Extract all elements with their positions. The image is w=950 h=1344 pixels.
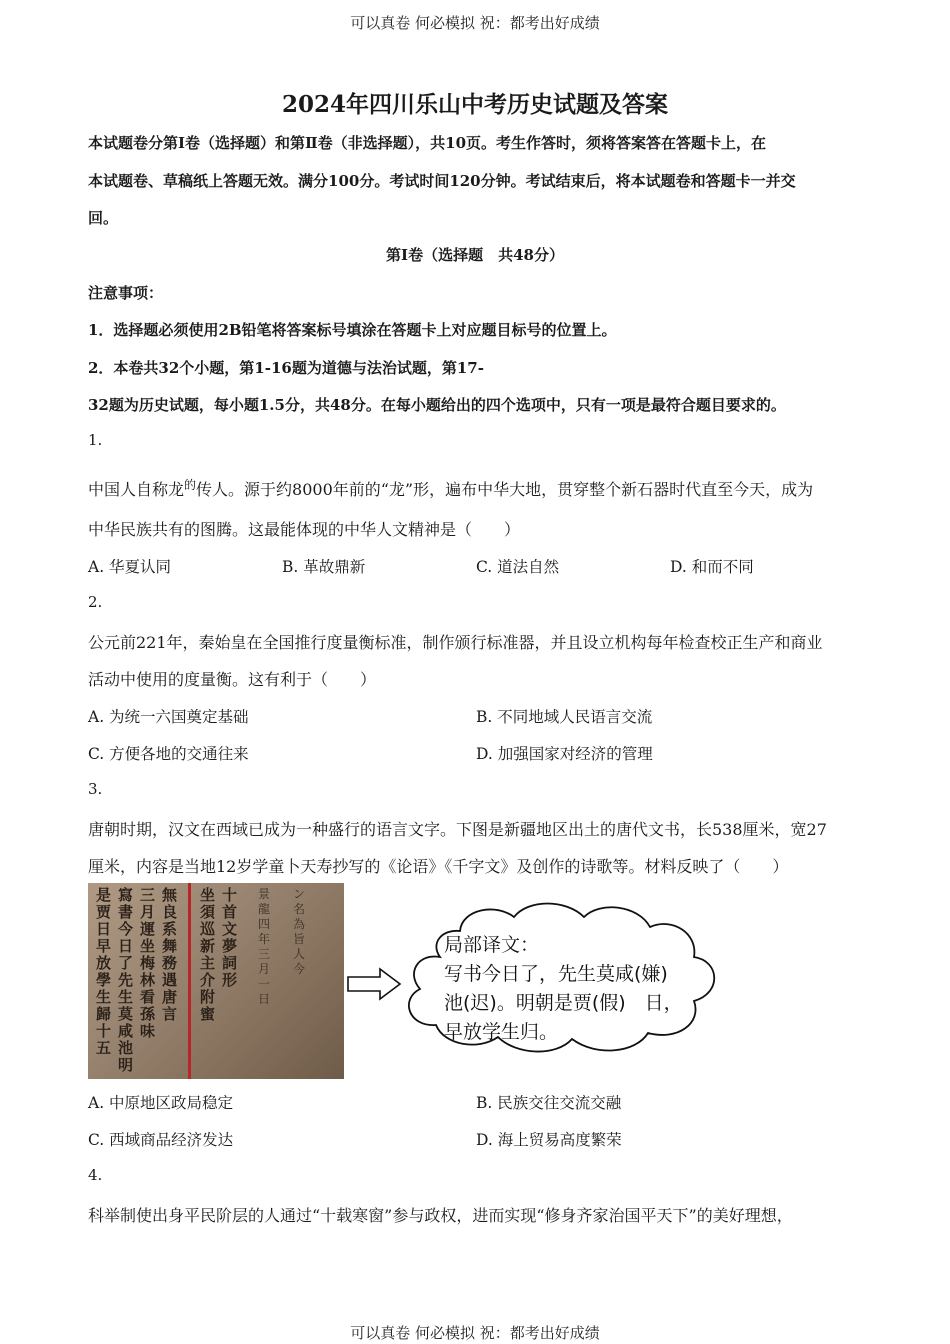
section-title: 第Ⅰ卷（选择题 共48分）: [386, 246, 564, 264]
translation-line: 局部译文：: [444, 934, 540, 956]
manuscript-column: 十首文夢詞形: [222, 886, 238, 989]
translation-line: 写书今日了，先生莫咸(嫌): [444, 963, 668, 985]
question-number: 3.: [88, 780, 103, 798]
red-ruling-line: [188, 883, 191, 1079]
question-stem: 唐朝时期，汉文在西域已成为一种盛行的语言文字。下图是新疆地区出土的唐代文书，长538厘米，宽27: [88, 820, 827, 839]
intro-line: 回。: [88, 209, 119, 227]
stem-text: 传人。源于约8000年前的“龙”形，遍布中华大地，贯穿整个新石器时代直至今天，成为: [196, 480, 814, 499]
option-d: D. 和而不同: [670, 558, 754, 576]
notes-heading: 注意事项：: [88, 284, 164, 302]
translation-line: 池(迟)。明朝是贾(假) 日，: [444, 992, 683, 1014]
page-header: 可以真卷 何必模拟 祝：都考出好成绩: [350, 14, 600, 32]
question-number: 1.: [88, 431, 103, 449]
stem-text: 中国人自称龙: [88, 480, 185, 499]
option-c: C. 西域商品经济发达: [88, 1131, 234, 1149]
question-stem: 公元前221年，秦始皇在全国推行度量衡标准，制作颁行标准器，并且设立机构每年检查校正生产和商业: [88, 633, 823, 652]
question-number: 4.: [88, 1166, 103, 1184]
option-c: C. 方便各地的交通往来: [88, 745, 249, 763]
tang-manuscript-photo: [88, 883, 344, 1079]
option-a: A. 中原地区政局稳定: [88, 1094, 234, 1112]
option-a: A. 为统一六国奠定基础: [88, 708, 249, 726]
option-d: D. 加强国家对经济的管理: [476, 745, 653, 763]
note-item: 1．选择题必须使用2B铅笔将答案标号填涂在答题卡上对应题目标号的位置上。: [88, 321, 617, 339]
intro-line: 本试题卷、草稿纸上答题无效。满分100分。考试时间120分钟。考试结束后，将本试题卷和答题卡一并交: [88, 172, 796, 190]
page-footer: 可以真卷 何必模拟 祝：都考出好成绩: [350, 1324, 600, 1342]
question-stem: 科举制使出身平民阶层的人通过“十载寒窗”参与政权，进而实现“修身齐家治国平天下”的美好理想，: [88, 1206, 793, 1225]
translation-box: [444, 931, 683, 1047]
manuscript-column: 寫書今日了先生莫咸池明: [118, 886, 134, 1074]
option-b: B. 革故鼎新: [282, 558, 366, 576]
intro-line: 本试题卷分第Ⅰ卷（选择题）和第Ⅱ卷（非选择题），共10页。考生作答时，须将答案答在答题卡上，在: [88, 134, 767, 152]
question-stem: [88, 476, 813, 500]
manuscript-column: 無良系舞務遇唐言: [162, 886, 178, 1023]
note-item: 2．本卷共32个小题，第1-16题为道德与法治试题，第17-: [88, 359, 484, 377]
option-b: B. 民族交往交流交融: [476, 1094, 622, 1112]
right-arrow-icon: [346, 966, 402, 1002]
question-number: 2.: [88, 593, 103, 611]
note-item: 32题为历史试题，每小题1.5分，共48分。在每小题给出的四个选项中，只有一项是最符合题目要求的。: [88, 396, 786, 414]
question-stem: 中华民族共有的图腾。这最能体现的中华人文精神是（ ）: [88, 520, 521, 539]
option-a: A. 华夏认同: [88, 558, 172, 576]
translation-line: 早放学生归。: [444, 1021, 559, 1043]
manuscript-column: 坐須巡新主介附蜜: [200, 886, 216, 1023]
stem-superscript: 的: [184, 478, 197, 492]
manuscript-column: ン名為旨人今: [293, 887, 306, 976]
exam-title: 2024年四川乐山中考历史试题及答案: [281, 91, 668, 118]
option-b: B. 不同地域人民语言交流: [476, 708, 653, 726]
manuscript-column: 景龍四年三月一日: [258, 887, 271, 1006]
manuscript-column: 三月運坐梅林看孫味: [140, 886, 156, 1040]
manuscript-column: 是贾日早放學生歸十五: [96, 886, 112, 1057]
option-c: C. 道法自然: [476, 558, 560, 576]
question-stem: 活动中使用的度量衡。这有利于（ ）: [88, 670, 377, 689]
option-d: D. 海上贸易高度繁荣: [476, 1131, 622, 1149]
question-stem: 厘米，内容是当地12岁学童卜天寿抄写的《论语》《千字文》及创作的诗歌等。材料反映了（ ）: [88, 857, 789, 876]
